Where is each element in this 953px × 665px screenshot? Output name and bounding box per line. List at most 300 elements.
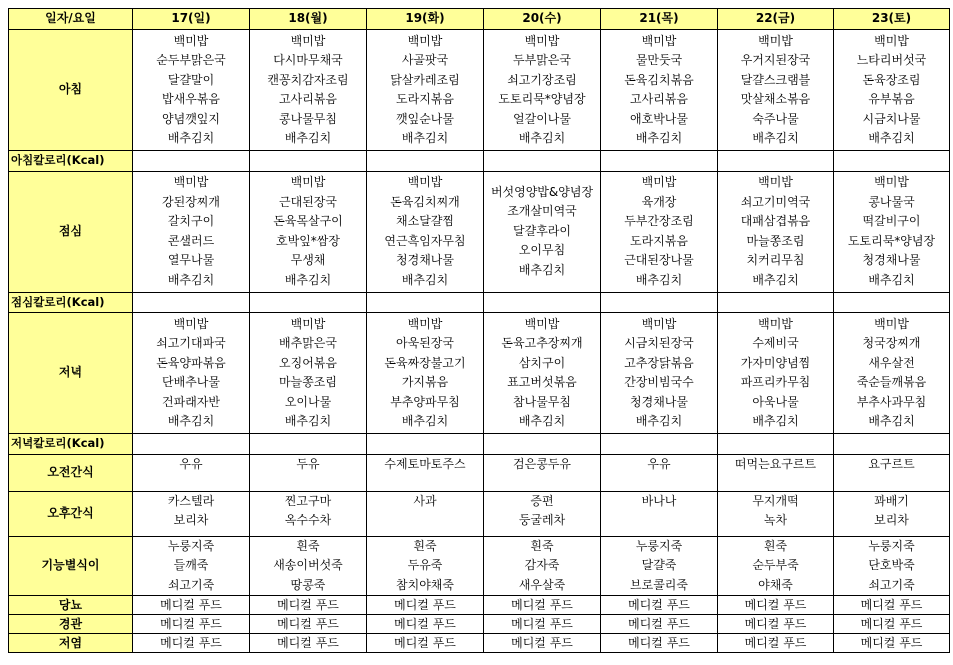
menu-cell — [484, 491, 601, 536]
menu-item: 파프리카무침 — [740, 375, 811, 389]
menu-item: 청경채나물 — [396, 253, 454, 267]
menu-cell — [250, 615, 367, 634]
menu-item: 콘샐러드 — [167, 233, 215, 248]
calorie-cell — [834, 292, 950, 313]
menu-item: 메디컬 푸드 — [628, 617, 690, 631]
menu-item: 배추김치 — [868, 272, 915, 287]
menu-item: 호박잎*쌈장 — [276, 233, 340, 248]
calorie-cell — [484, 151, 601, 172]
menu-item: 배추김치 — [752, 272, 799, 287]
menu-item: 배추김치 — [635, 272, 683, 287]
menu-cell — [718, 491, 834, 536]
menu-item: 메디컬 푸드 — [511, 617, 573, 631]
menu-item: 쇠고기미역국 — [740, 194, 811, 209]
menu-cell — [834, 634, 950, 653]
menu-item: 검은콩두유 — [513, 456, 571, 471]
menu-item: 백미밥 — [641, 316, 677, 331]
menu-cell — [601, 615, 718, 634]
menu-cell — [133, 634, 250, 653]
menu-item: 쇠고기죽 — [167, 577, 215, 592]
menu-item: 육개장 — [641, 194, 677, 209]
calorie-cell — [718, 151, 834, 172]
day-header: 21(목) — [601, 9, 718, 30]
menu-item: 죽순들깨볶음 — [856, 375, 927, 389]
menu-cell — [834, 596, 950, 615]
menu-item: 메디컬 푸드 — [860, 636, 923, 650]
menu-item: 새송이버섯죽 — [273, 558, 343, 572]
menu-item: 백미밥 — [173, 175, 209, 189]
menu-cell — [718, 454, 834, 491]
menu-item: 우유 — [179, 456, 203, 471]
menu-item: 달걀말이 — [167, 72, 215, 87]
menu-item: 콩나물무침 — [279, 111, 337, 126]
menu-item: 새우살죽 — [518, 577, 566, 592]
menu-item: 백미밥 — [758, 175, 793, 189]
menu-item: 돈육양파볶음 — [156, 355, 226, 370]
menu-item: 숙주나물 — [752, 111, 799, 126]
row-label: 오전간식 — [9, 454, 133, 491]
calorie-cell — [367, 434, 484, 455]
menu-cell — [718, 30, 834, 151]
menu-item: 사골팟국 — [401, 53, 449, 67]
menu-cell — [484, 313, 601, 434]
menu-item: 열무나물 — [167, 253, 215, 267]
corner-header: 일자/요일 — [9, 9, 133, 30]
menu-cell — [718, 313, 834, 434]
menu-item: 무지개떡 — [752, 493, 799, 508]
menu-item: 청경채나물 — [862, 253, 921, 267]
calorie-cell — [718, 434, 834, 455]
row-label: 점심 — [9, 171, 133, 292]
calorie-cell — [367, 292, 484, 313]
menu-cell — [367, 536, 484, 596]
menu-cell — [133, 536, 250, 596]
menu-item: 누룽지죽 — [635, 538, 683, 553]
menu-item: 무생채 — [290, 253, 326, 267]
menu-item: 사과 — [413, 493, 437, 508]
calorie-cell — [834, 434, 950, 455]
calorie-cell — [834, 151, 950, 172]
menu-item: 달걀후라이 — [513, 223, 571, 238]
menu-cell — [484, 171, 601, 292]
menu-item: 연근흑임자무침 — [384, 233, 466, 248]
menu-cell — [133, 454, 250, 491]
menu-item: 옥수수차 — [284, 513, 332, 527]
menu-item: 배추김치 — [167, 131, 215, 145]
menu-item: 두부간장조림 — [624, 214, 694, 228]
menu-cell — [484, 536, 601, 596]
calorie-cell — [250, 292, 367, 313]
calorie-cell — [133, 434, 250, 455]
menu-item: 캔꽁치감자조림 — [267, 72, 349, 87]
menu-item: 애호박나물 — [630, 111, 688, 126]
menu-cell — [367, 454, 484, 491]
menu-cell — [834, 171, 950, 292]
menu-item: 채소달걀찜 — [396, 214, 454, 228]
menu-cell — [718, 596, 834, 615]
menu-item: 마늘쫑조림 — [746, 233, 805, 248]
menu-item: 찐고구마 — [284, 493, 332, 508]
menu-item: 수제비국 — [752, 336, 799, 350]
meal-menu-table — [8, 8, 950, 653]
menu-cell — [601, 634, 718, 653]
menu-row-breakfast — [9, 30, 950, 151]
menu-item: 메디컬 푸드 — [394, 598, 456, 612]
menu-cell — [718, 536, 834, 596]
menu-item: 돈육김치찌개 — [390, 194, 460, 209]
menu-row-functional — [9, 536, 950, 596]
menu-item: 백미밥 — [173, 316, 209, 331]
menu-item: 시금치나물 — [862, 111, 921, 126]
menu-item: 메디컬 푸드 — [628, 636, 690, 650]
day-header: 22(금) — [718, 9, 834, 30]
menu-item: 두유 — [296, 456, 320, 471]
menu-item: 메디컬 푸드 — [160, 598, 222, 612]
calorie-cell — [250, 434, 367, 455]
menu-cell — [718, 615, 834, 634]
menu-item: 감자죽 — [524, 558, 560, 572]
menu-item: 백미밥 — [290, 175, 326, 189]
menu-item: 새우살전 — [868, 355, 915, 370]
menu-item: 도라지볶음 — [630, 233, 688, 248]
calorie-cell — [601, 434, 718, 455]
menu-item: 돈육김치볶음 — [624, 72, 694, 87]
menu-item: 백미밥 — [641, 33, 677, 48]
menu-cell — [601, 30, 718, 151]
menu-item: 메디컬 푸드 — [277, 636, 339, 650]
menu-item: 배추김치 — [401, 414, 449, 428]
menu-cell — [834, 536, 950, 596]
menu-item: 메디컬 푸드 — [394, 617, 456, 631]
menu-item: 백미밥 — [874, 316, 909, 331]
menu-cell — [601, 536, 718, 596]
menu-item: 메디컬 푸드 — [860, 617, 923, 631]
menu-item: 근대된장국 — [279, 194, 337, 209]
menu-item: 백미밥 — [524, 316, 560, 331]
day-header: 19(화) — [367, 9, 484, 30]
menu-item: 오징어볶음 — [279, 355, 337, 370]
row-label: 기능별식이 — [9, 536, 133, 596]
menu-item: 백미밥 — [407, 33, 443, 48]
menu-cell — [250, 536, 367, 596]
menu-item: 참치야채죽 — [396, 577, 454, 592]
menu-cell — [250, 313, 367, 434]
menu-item: 다시마무채국 — [273, 53, 343, 67]
menu-cell — [834, 491, 950, 536]
menu-item: 흰죽 — [296, 538, 320, 553]
menu-item: 땅콩죽 — [290, 577, 326, 592]
menu-item: 백미밥 — [290, 316, 326, 331]
row-label: 아침칼로리(Kcal) — [9, 151, 133, 172]
menu-item: 배추김치 — [635, 414, 683, 428]
menu-row-lunch-cal — [9, 292, 950, 313]
row-label: 저염 — [9, 634, 133, 653]
menu-item: 누룽지죽 — [167, 538, 215, 553]
menu-row-dinner — [9, 313, 950, 434]
menu-item: 건파래자반 — [162, 394, 220, 409]
menu-cell — [484, 30, 601, 151]
menu-item: 배추김치 — [401, 272, 449, 287]
menu-item: 배추김치 — [868, 414, 915, 428]
menu-item: 들깨죽 — [173, 558, 209, 572]
menu-item: 배추김치 — [518, 131, 566, 145]
menu-item: 두유죽 — [407, 558, 443, 572]
menu-cell — [250, 634, 367, 653]
menu-cell — [484, 596, 601, 615]
menu-row-am-snack — [9, 454, 950, 491]
menu-item: 쇠고기죽 — [868, 577, 915, 592]
menu-item: 느타리버섯국 — [856, 53, 927, 67]
menu-item: 백미밥 — [407, 175, 443, 189]
menu-item: 우거지된장국 — [740, 53, 811, 67]
menu-item: 브로콜리죽 — [630, 577, 688, 592]
menu-row-diabetes — [9, 596, 950, 615]
menu-item: 도토리묵*양념장 — [847, 233, 936, 248]
menu-item: 배추김치 — [167, 414, 215, 428]
menu-item: 청경채나물 — [630, 394, 688, 409]
day-header: 23(토) — [834, 9, 950, 30]
menu-cell — [133, 313, 250, 434]
row-label: 경관 — [9, 615, 133, 634]
menu-cell — [601, 171, 718, 292]
menu-item: 마늘쫑조림 — [279, 375, 337, 389]
menu-item: 우유 — [647, 456, 671, 471]
menu-item: 삼치구이 — [518, 355, 566, 370]
menu-cell — [484, 634, 601, 653]
menu-item: 강된장찌개 — [162, 194, 220, 209]
menu-row-tube — [9, 615, 950, 634]
menu-item: 대패삼겹볶음 — [740, 214, 811, 228]
calorie-cell — [133, 292, 250, 313]
menu-item: 배추김치 — [868, 131, 915, 145]
menu-item: 메디컬 푸드 — [511, 598, 573, 612]
menu-cell — [834, 30, 950, 151]
menu-item: 가지볶음 — [401, 375, 449, 389]
header-row — [9, 9, 950, 30]
menu-item: 배추김치 — [167, 272, 215, 287]
menu-item: 갈치구이 — [167, 214, 215, 228]
menu-item: 오이무침 — [518, 243, 566, 258]
menu-cell — [367, 30, 484, 151]
menu-item: 메디컬 푸드 — [277, 598, 339, 612]
menu-cell — [133, 491, 250, 536]
menu-item: 둥굴레차 — [518, 513, 566, 527]
menu-item: 배추맑은국 — [279, 336, 337, 350]
menu-item: 치커리무침 — [746, 253, 805, 267]
menu-item: 조개살미역국 — [507, 204, 577, 219]
menu-item: 메디컬 푸드 — [744, 617, 807, 631]
menu-item: 오이나물 — [284, 394, 332, 409]
day-header: 18(월) — [250, 9, 367, 30]
menu-cell — [133, 596, 250, 615]
menu-item: 배추김치 — [635, 131, 683, 145]
menu-item: 메디컬 푸드 — [277, 617, 339, 631]
menu-item: 아욱된장국 — [396, 336, 454, 350]
menu-cell — [601, 454, 718, 491]
menu-cell — [601, 491, 718, 536]
menu-item: 물만둣국 — [635, 53, 683, 67]
menu-item: 백미밥 — [407, 316, 443, 331]
menu-item: 백미밥 — [290, 33, 326, 48]
menu-item: 돈육목살구이 — [273, 214, 343, 228]
row-label: 저녁칼로리(Kcal) — [9, 434, 133, 455]
menu-item: 백미밥 — [173, 33, 209, 48]
calorie-cell — [250, 151, 367, 172]
menu-cell — [250, 171, 367, 292]
menu-item: 백미밥 — [524, 33, 560, 48]
menu-item: 부추양파무침 — [390, 394, 460, 409]
menu-item: 버섯영양밥&양념장 — [490, 184, 594, 199]
menu-item: 백미밥 — [874, 33, 909, 48]
menu-item: 아욱나물 — [752, 394, 799, 409]
calorie-cell — [367, 151, 484, 172]
menu-item: 돈육고추장찌개 — [501, 336, 583, 350]
menu-item: 부추사과무침 — [856, 394, 927, 409]
calorie-cell — [484, 434, 601, 455]
menu-item: 단배추나물 — [162, 375, 220, 389]
menu-item: 돈육짜장불고기 — [384, 355, 466, 370]
menu-item: 보리차 — [874, 513, 909, 527]
menu-item: 근대된장나물 — [624, 253, 694, 267]
menu-item: 메디컬 푸드 — [744, 598, 807, 612]
menu-item: 백미밥 — [874, 175, 909, 189]
menu-item: 유부볶음 — [868, 92, 915, 106]
menu-cell — [367, 596, 484, 615]
menu-item: 밥새우볶음 — [162, 92, 220, 106]
menu-item: 녹차 — [763, 513, 788, 527]
menu-item: 콩나물국 — [868, 194, 915, 209]
menu-cell — [834, 313, 950, 434]
menu-item: 누룽지죽 — [868, 538, 915, 553]
menu-item: 간장비빔국수 — [624, 375, 694, 389]
menu-cell — [367, 313, 484, 434]
menu-item: 백미밥 — [758, 316, 793, 331]
menu-item: 순두부맑은국 — [156, 53, 226, 67]
menu-row-breakfast-cal — [9, 151, 950, 172]
menu-item: 바나나 — [641, 493, 677, 508]
weekly-meal-menu — [8, 8, 950, 653]
menu-item: 돈육장조림 — [862, 72, 921, 87]
menu-item: 배추김치 — [401, 131, 449, 145]
menu-item: 메디컬 푸드 — [744, 636, 807, 650]
menu-item: 맛살채소볶음 — [740, 92, 811, 106]
menu-item: 닭살카레조림 — [390, 72, 460, 87]
menu-cell — [834, 454, 950, 491]
menu-item: 고사리볶음 — [279, 92, 337, 106]
menu-cell — [250, 596, 367, 615]
menu-item: 배추김치 — [284, 272, 332, 287]
menu-item: 단호박죽 — [868, 558, 915, 572]
menu-cell — [718, 634, 834, 653]
menu-item: 떠먹는요구르트 — [734, 456, 817, 471]
menu-row-low-salt — [9, 634, 950, 653]
menu-item: 백미밥 — [758, 33, 793, 48]
menu-item: 순두부죽 — [752, 558, 799, 572]
menu-item: 도라지볶음 — [396, 92, 454, 106]
menu-item: 메디컬 푸드 — [860, 598, 923, 612]
calorie-cell — [718, 292, 834, 313]
menu-item: 백미밥 — [641, 175, 677, 189]
menu-cell — [484, 615, 601, 634]
menu-item: 보리차 — [173, 513, 209, 527]
calorie-cell — [601, 292, 718, 313]
menu-cell — [133, 615, 250, 634]
menu-item: 흰죽 — [530, 538, 554, 553]
menu-item: 표고버섯볶음 — [507, 375, 577, 389]
row-label: 아침 — [9, 30, 133, 151]
menu-cell — [601, 313, 718, 434]
menu-item: 메디컬 푸드 — [160, 636, 222, 650]
menu-item: 양념깻잎지 — [162, 111, 220, 126]
menu-item: 메디컬 푸드 — [628, 598, 690, 612]
menu-item: 청국장찌개 — [862, 336, 921, 350]
menu-item: 증편 — [530, 493, 554, 508]
day-header: 17(일) — [133, 9, 250, 30]
menu-item: 도토리묵*양념장 — [498, 92, 586, 106]
menu-item: 시금치된장국 — [624, 336, 694, 350]
menu-cell — [133, 171, 250, 292]
menu-item: 참나물무침 — [513, 394, 571, 409]
menu-item: 메디컬 푸드 — [394, 636, 456, 650]
calorie-cell — [601, 151, 718, 172]
menu-item: 배추김치 — [518, 414, 566, 428]
menu-cell — [250, 454, 367, 491]
menu-item: 야채죽 — [758, 577, 793, 592]
menu-item: 배추김치 — [284, 414, 332, 428]
menu-item: 카스텔라 — [167, 493, 215, 508]
menu-item: 메디컬 푸드 — [160, 617, 222, 631]
menu-item: 달걀스크램블 — [740, 72, 811, 87]
menu-item: 달걀죽 — [641, 558, 677, 572]
menu-cell — [133, 30, 250, 151]
menu-item: 쇠고기대파국 — [156, 336, 226, 350]
calorie-cell — [133, 151, 250, 172]
menu-item: 두부맑은국 — [513, 53, 571, 67]
menu-item: 가자미양념찜 — [740, 355, 811, 370]
row-label: 당뇨 — [9, 596, 133, 615]
menu-cell — [601, 596, 718, 615]
menu-item: 흰죽 — [763, 538, 788, 553]
menu-cell — [250, 491, 367, 536]
menu-cell — [250, 30, 367, 151]
menu-item: 배추김치 — [284, 131, 332, 145]
row-label: 오후간식 — [9, 491, 133, 536]
menu-item: 깻잎순나물 — [396, 111, 454, 126]
menu-cell — [484, 454, 601, 491]
menu-item: 메디컬 푸드 — [511, 636, 573, 650]
menu-item: 고사리볶음 — [630, 92, 688, 106]
menu-item: 배추김치 — [518, 262, 566, 277]
row-label: 점심칼로리(Kcal) — [9, 292, 133, 313]
menu-item: 꽈배기 — [874, 493, 909, 508]
menu-cell — [718, 171, 834, 292]
menu-item: 수제토마토주스 — [384, 456, 466, 471]
menu-item: 떡갈비구이 — [862, 214, 921, 228]
menu-cell — [367, 615, 484, 634]
menu-item: 배추김치 — [752, 414, 799, 428]
menu-row-dinner-cal — [9, 434, 950, 455]
menu-cell — [367, 634, 484, 653]
menu-item: 얼갈이나물 — [513, 111, 571, 126]
menu-cell — [834, 615, 950, 634]
row-label: 저녁 — [9, 313, 133, 434]
menu-row-lunch — [9, 171, 950, 292]
menu-item: 요구르트 — [868, 456, 915, 471]
menu-item: 흰죽 — [413, 538, 437, 553]
menu-item: 배추김치 — [752, 131, 799, 145]
calorie-cell — [484, 292, 601, 313]
menu-item: 고추장닭볶음 — [624, 355, 694, 370]
